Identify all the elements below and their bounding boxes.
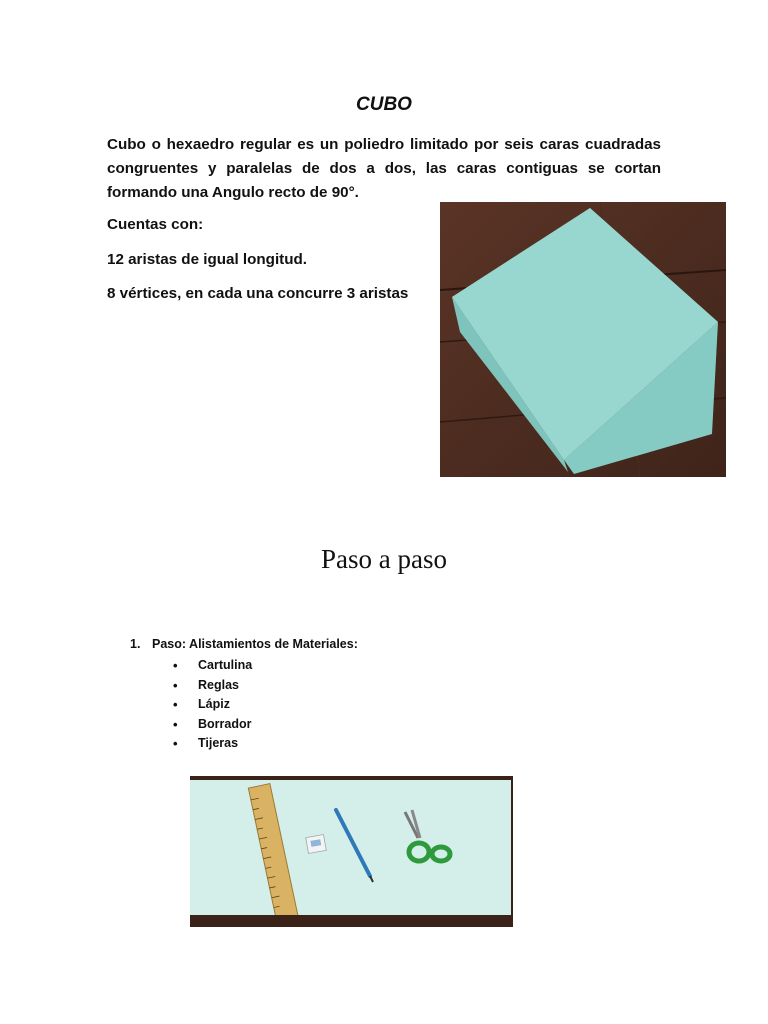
vertices-text: 8 vértices, en cada una concurre 3 aristas (107, 285, 409, 302)
material-label: Reglas (198, 677, 239, 692)
materials-photo (190, 776, 513, 927)
section-title: Paso a paso (321, 544, 447, 574)
material-label: Tijeras (198, 736, 239, 750)
bullet: • (173, 677, 178, 693)
materials-list (173, 656, 252, 754)
list-item (173, 695, 252, 715)
page-title: CUBO (356, 94, 412, 115)
bullet: • (173, 716, 178, 732)
list-item (173, 656, 252, 676)
step-item (130, 637, 358, 651)
bullet: • (173, 736, 178, 751)
bullet: • (173, 658, 178, 673)
intro-paragraph: Cubo o hexaedro regular es un poliedro limitado por seis caras cuadradas congruentes y paralelas de dos a dos, las caras contiguas se cortan formando una Angulo recto de 90°. (107, 136, 661, 201)
list-item (173, 734, 252, 754)
list-item (173, 676, 252, 696)
cube-photo (440, 202, 726, 477)
step-number: 1. (130, 637, 141, 651)
material-label: Lápiz (198, 697, 230, 711)
material-label: Cartulina (198, 658, 253, 672)
counts-label: Cuentas con: (107, 216, 204, 233)
list-item (173, 715, 252, 735)
material-label: Borrador (198, 716, 252, 731)
edges-text: 12 aristas de igual longitud. (107, 251, 308, 268)
step-label: Paso: Alistamientos de Materiales: (152, 637, 358, 651)
bullet: • (173, 697, 178, 712)
